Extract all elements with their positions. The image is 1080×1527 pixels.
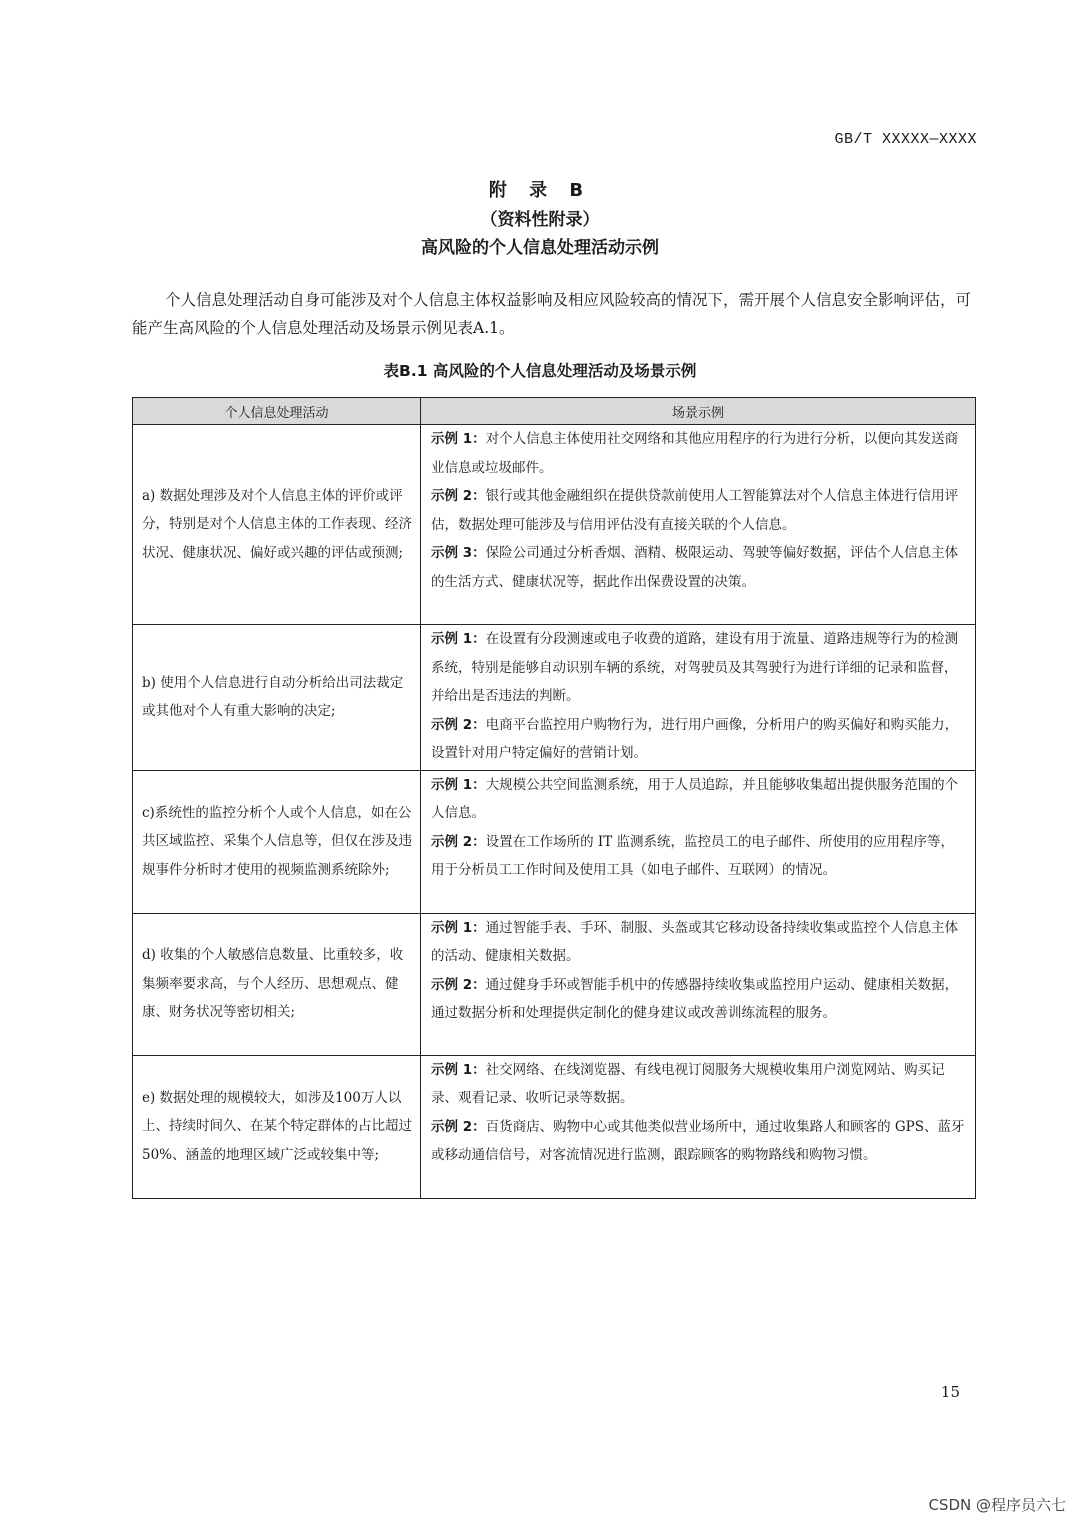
- example-item: [431, 539, 967, 596]
- example-item: [431, 625, 967, 711]
- scenario-cell: [421, 1055, 976, 1198]
- table-row: [133, 425, 976, 625]
- example-label: 示例 2：: [431, 1118, 486, 1135]
- appendix-label: 附 录 B: [488, 180, 592, 201]
- example-label: 示例 3：: [431, 545, 486, 561]
- example-label: 示例 2：: [431, 833, 486, 850]
- example-label: 示例 1：: [431, 776, 486, 793]
- example-label: 示例 1：: [431, 1061, 486, 1078]
- example-item: [431, 482, 967, 539]
- example-item: [431, 971, 967, 1028]
- example-label: 示例 2：: [431, 716, 486, 733]
- example-label: 示例 2：: [431, 488, 486, 504]
- example-text: 银行或其他金融组织在提供贷款前使用人工智能算法对个人信息主体进行信用评估，数据处理可能涉及与信用评估没有直接关联的个人信息。: [431, 488, 959, 533]
- risk-activity-table: [132, 397, 976, 1199]
- table-row: [133, 913, 976, 1055]
- example-item: [431, 828, 967, 885]
- scenario-cell: [421, 770, 976, 913]
- example-text: 通过健身手环或智能手机中的传感器持续收集或监控用户运动、健康相关数据，通过数据分析和处理提供定制化的健身建议或改善训练流程的服务。: [431, 976, 959, 1021]
- scenario-cell: [421, 625, 976, 771]
- activity-cell: a) 数据处理涉及对个人信息主体的评价或评分，特别是对个人信息主体的工作表现、经济状况、健康状况、偏好或兴趣的评估或预测;: [133, 425, 421, 625]
- example-item: [431, 914, 967, 971]
- table-row: [133, 625, 976, 771]
- example-text: 对个人信息主体使用社交网络和其他应用程序的行为进行分析，以便向其发送商业信息或垃圾邮件。: [431, 431, 959, 476]
- header-activity: 个人信息处理活动: [133, 398, 421, 425]
- example-item: [431, 771, 967, 828]
- example-text: 设置在工作场所的 IT 监测系统，监控员工的电子邮件、所使用的应用程序等，用于分析员工工作时间及使用工具（如电子邮件、互联网）的情况。: [431, 833, 955, 878]
- header-scenarios: 场景示例: [421, 398, 976, 425]
- appendix-type: （资料性附录）: [480, 210, 600, 230]
- appendix-title: 高风险的个人信息处理活动示例: [421, 238, 659, 258]
- activity-cell: b) 使用个人信息进行自动分析给出司法裁定或其他对个人有重大影响的决定;: [133, 625, 421, 771]
- activity-cell: d) 收集的个人敏感信息数量、比重较多，收集频率要求高，与个人经历、思想观点、健康、财务状况等密切相关;: [133, 913, 421, 1055]
- table-row: [133, 770, 976, 913]
- activity-cell: e) 数据处理的规模较大，如涉及100万人以上、持续时间久、在某个特定群体的占比超过50%、涵盖的地理区域广泛或较集中等;: [133, 1055, 421, 1198]
- page-number: 15: [940, 1383, 960, 1401]
- example-label: 示例 2：: [431, 976, 486, 993]
- example-text: 大规模公共空间监测系统，用于人员追踪，并且能够收集超出提供服务范围的个人信息。: [431, 776, 959, 821]
- example-text: 百货商店、购物中心或其他类似营业场所中，通过收集路人和顾客的 GPS、蓝牙或移动通信信号，对客流情况进行监测，跟踪顾客的购物路线和购物习惯。: [431, 1118, 965, 1163]
- example-text: 在设置有分段测速或电子收费的道路，建设有用于流量、道路违规等行为的检测系统，特别是能够自动识别车辆的系统，对驾驶员及其驾驶行为进行详细的记录和监督，并给出是否违法的判断。: [431, 631, 959, 704]
- example-item: [431, 1113, 967, 1170]
- intro-paragraph: 个人信息处理活动自身可能涉及对个人信息主体权益影响及相应风险较高的情况下，需开展个人信息安全影响评估，可能产生高风险的个人信息处理活动及场景示例见表A.1。: [132, 291, 972, 337]
- table-row: [133, 1055, 976, 1198]
- example-text: 电商平台监控用户购物行为，进行用户画像，分析用户的购买偏好和购买能力，设置针对用户特定偏好的营销计划。: [431, 716, 959, 761]
- example-label: 示例 1：: [431, 919, 486, 936]
- example-text: 保险公司通过分析香烟、酒精、极限运动、驾驶等偏好数据，评估个人信息主体的生活方式、健康状况等，据此作出保费设置的决策。: [431, 545, 959, 590]
- scenario-cell: [421, 425, 976, 625]
- csdn-watermark: CSDN @程序员六七: [928, 1496, 1066, 1514]
- standard-code: GB/T XXXXX—XXXX: [834, 131, 977, 148]
- scenario-cell: [421, 913, 976, 1055]
- table-caption: 表B.1 高风险的个人信息处理活动及场景示例: [383, 362, 697, 380]
- example-label: 示例 1：: [431, 631, 486, 647]
- example-item: [431, 1056, 967, 1113]
- example-label: 示例 1：: [431, 431, 486, 447]
- example-text: 通过智能手表、手环、制服、头盔或其它移动设备持续收集或监控个人信息主体的活动、健康相关数据。: [431, 919, 959, 964]
- example-item: [431, 711, 967, 768]
- table-header-row: [133, 398, 976, 425]
- example-text: 社交网络、在线浏览器、有线电视订阅服务大规模收集用户浏览网站、购买记录、观看记录、收听记录等数据。: [431, 1061, 945, 1106]
- activity-cell: c)系统性的监控分析个人或个人信息，如在公共区域监控、采集个人信息等，但仅在涉及违规事件分析时才使用的视频监测系统除外;: [133, 770, 421, 913]
- example-item: [431, 425, 967, 482]
